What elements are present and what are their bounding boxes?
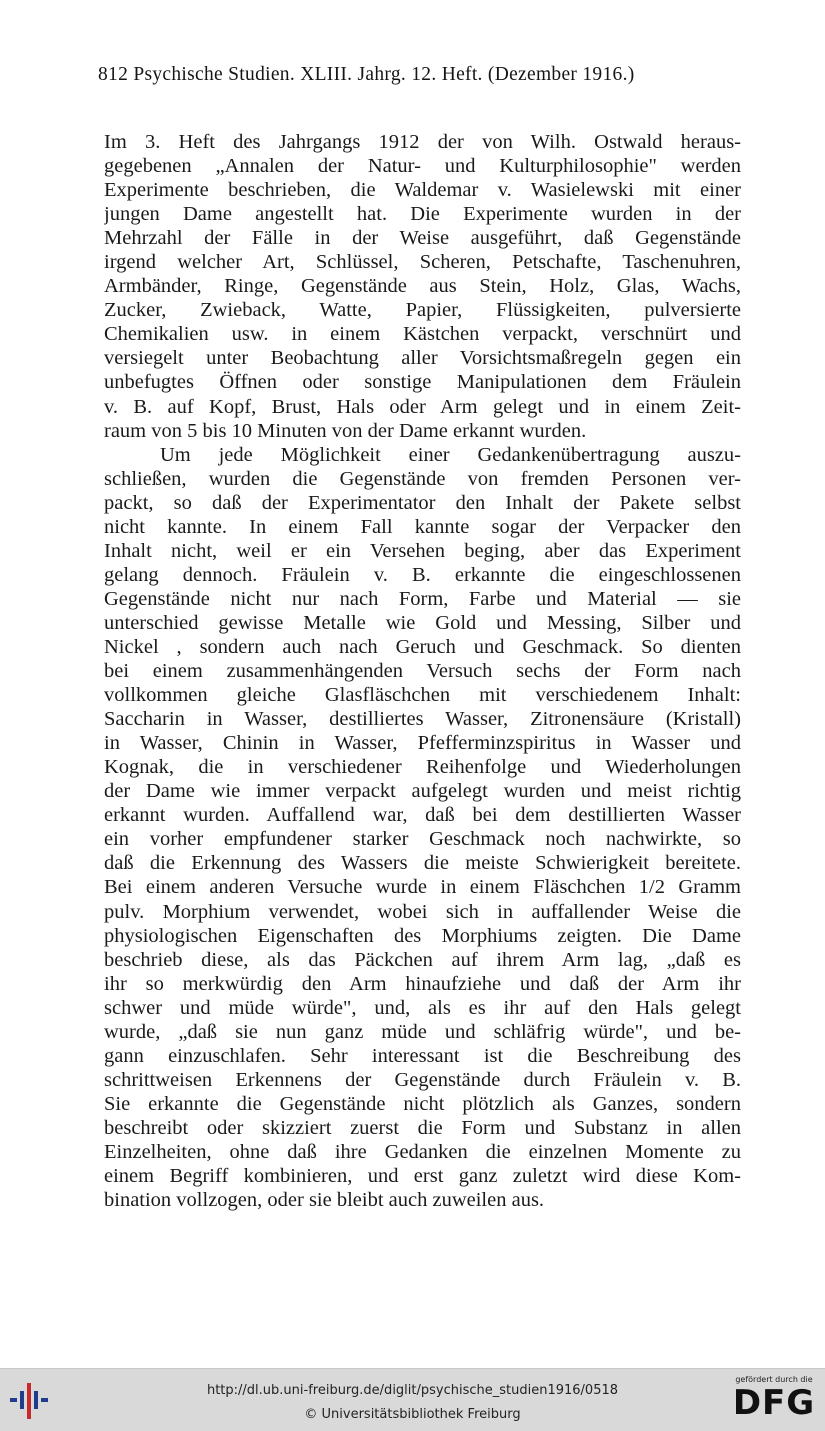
text-line: Gegenstände nicht nur nach Form, Farbe und Material — sie — [104, 587, 741, 610]
text-line: unbefugtes Öffnen oder sonstige Manipulationen dem Fräulein — [104, 371, 741, 394]
text-line: Experimente beschrieben, die Waldemar v. Wasielewski mit einer — [104, 179, 741, 202]
text-line: in Wasser, Chinin in Wasser, Pfefferminzspiritus in Wasser und — [104, 732, 741, 755]
text-line: ihr so merkwürdig den Arm hinaufziehe und daß der Arm ihr — [104, 972, 741, 995]
text-line: versiegelt unter Beobachtung aller Vorsichtsmaßregeln gegen ein — [104, 347, 741, 370]
text-line: Armbänder, Ringe, Gegenstände aus Stein, Holz, Glas, Wachs, — [104, 275, 741, 298]
text-line: Nickel , sondern auch nach Geruch und Geschmack. So dienten — [104, 635, 741, 658]
text-line: raum von 5 bis 10 Minuten von der Dame erkannt wurden. — [104, 419, 587, 442]
text-line: unterschied gewisse Metalle wie Gold und Messing, Silber und — [104, 611, 741, 634]
text-line: Zucker, Zwieback, Watte, Papier, Flüssigkeiten, pulversierte — [104, 299, 741, 322]
text-line: Sie erkannte die Gegenstände nicht plötzlich als Ganzes, sondern — [104, 1092, 741, 1115]
text-line: bei einem zusammenhängenden Versuch sechs der Form nach — [104, 660, 741, 683]
text-line: Um jede Möglichkeit einer Gedankenübertragung auszu- — [160, 443, 741, 466]
text-line: jungen Dame angestellt hat. Die Experimente wurden in der — [104, 203, 741, 226]
text-line: daß die Erkennung des Wassers die meiste Schwierigkeit bereitete. — [104, 852, 741, 875]
text-line: nicht kannte. In einem Fall kannte sogar der Verpacker den — [104, 515, 741, 538]
text-line: Saccharin in Wasser, destilliertes Wasser, Zitronensäure (Kristall) — [104, 708, 741, 731]
text-line: pulv. Morphium verwendet, wobei sich in auffallender Weise die — [104, 900, 741, 923]
text-line: gegebenen „Annalen der Natur- und Kulturphilosophie" werden — [104, 155, 741, 178]
text-line: Einzelheiten, ohne daß ihre Gedanken die einzelnen Momente zu — [104, 1140, 741, 1163]
text-line: Inhalt nicht, weil er ein Versehen beging, aber das Experiment — [104, 539, 741, 562]
text-line: Bei einem anderen Versuche wurde in einem Fläschchen 1/2 Gramm — [104, 876, 741, 899]
text-line: schrittweisen Erkennens der Gegenstände durch Fräulein v. B. — [104, 1068, 741, 1091]
text-line: erkannt wurden. Auffallend war, daß bei dem destillierten Wasser — [104, 804, 741, 827]
dfg-logo[interactable] — [728, 1375, 820, 1427]
text-line: Im 3. Heft des Jahrgangs 1912 der von Wilh. Ostwald heraus- — [104, 131, 741, 153]
permalink-url[interactable]: http://dl.ub.uni-freiburg.de/diglit/psychische_studien1916/0518 — [206, 1383, 619, 1398]
text-line: gann einzuschlafen. Sehr interessant ist die Beschreibung des — [104, 1044, 741, 1067]
body-text — [104, 130, 741, 1212]
text-line: vollkommen gleiche Glasfläschchen mit verschiedenem Inhalt: — [104, 684, 741, 707]
dfg-caption: gefördert durch die — [735, 1375, 813, 1384]
dfg-wordmark: DFG — [732, 1383, 816, 1423]
copyright-notice: © Universitätsbibliothek Freiburg — [304, 1407, 521, 1422]
text-line: der Dame wie immer verpackt aufgelegt wurden und meist richtig — [104, 780, 741, 803]
text-line: ein vorher empfundener starker Geschmack noch nachwirkte, so — [104, 828, 741, 851]
text-line: gelang dennoch. Fräulein v. B. erkannte die eingeschlossenen — [104, 563, 741, 586]
text-line: wurde, „daß sie nun ganz müde und schläfrig würde", und be- — [104, 1020, 741, 1043]
text-line: v. B. auf Kopf, Brust, Hals oder Arm gelegt und in einem Zeit- — [104, 395, 741, 418]
text-line: irgend welcher Art, Schlüssel, Scheren, Petschafte, Taschenuhren, — [104, 251, 741, 274]
text-line: bination vollzogen, oder sie bleibt auch zuweilen aus. — [104, 1189, 545, 1212]
text-line: Chemikalien usw. in einem Kästchen verpackt, verschnürt und — [104, 323, 741, 346]
text-line: packt, so daß der Experimentator den Inhalt der Pakete selbst — [104, 491, 741, 514]
running-head: 812 Psychische Studien. XLIII. Jahrg. 12. Heft. (Dezember 1916.) — [98, 64, 635, 85]
text-line: beschrieb diese, als das Päckchen auf ihrem Arm lag, „daß es — [104, 948, 741, 971]
text-line: schwer und müde würde", und, als es ihr auf den Hals gelegt — [104, 996, 741, 1019]
text-line: schließen, wurden die Gegenstände von fremden Personen ver- — [104, 467, 741, 490]
text-line: Kognak, die in verschiedener Reihenfolge und Wiederholungen — [104, 756, 741, 779]
viewer-footer — [0, 1368, 825, 1431]
text-line: Mehrzahl der Fälle in der Weise ausgeführt, daß Gegenstände — [104, 227, 741, 250]
text-line: einem Begriff kombinieren, und erst ganz zuletzt wird diese Kom- — [104, 1165, 741, 1188]
text-line: beschreibt oder skizziert zuerst die Form und Substanz in allen — [104, 1116, 741, 1139]
text-line: physiologischen Eigenschaften des Morphiums zeigten. Die Dame — [104, 924, 741, 947]
